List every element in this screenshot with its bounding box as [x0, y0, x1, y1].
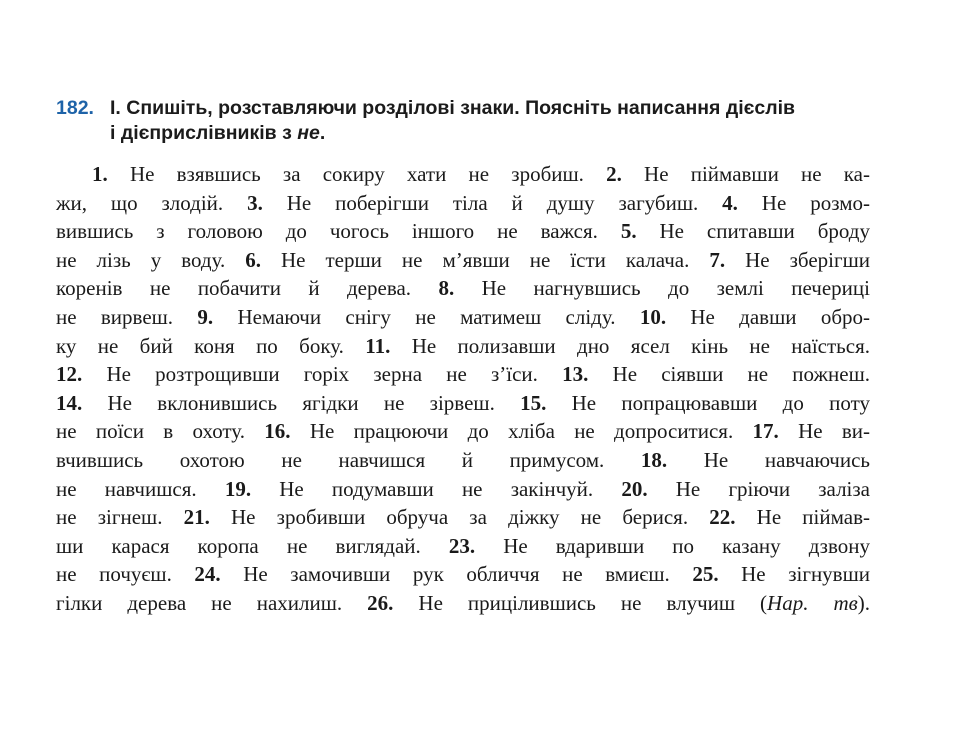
item-number: 14.: [56, 390, 83, 415]
item-number: 13.: [562, 362, 589, 387]
item-number: 26.: [367, 590, 394, 615]
item-number: 21.: [183, 505, 210, 530]
instruction-emphasis: не: [297, 122, 320, 144]
task-instruction: [110, 96, 870, 146]
exercise-line: 14. Не вклонившись ягідки не зірвеш. 15. Не попрацювавши до поту: [56, 390, 870, 415]
source-end: ).: [857, 590, 870, 615]
exercise-line: не лізь у воду. 6. Не терши не м’явши не їсти калача. 7. Не зберігши: [56, 247, 870, 272]
item-number: 7.: [709, 247, 726, 272]
exercise-line: не вирвеш. 9. Немаючи снігу не матимеш сліду. 10. Не давши обро-: [56, 304, 870, 329]
item-number: 2.: [606, 162, 622, 186]
item-number: 9.: [197, 304, 214, 329]
exercise-line: [56, 589, 870, 618]
exercise-page: [56, 96, 870, 618]
item-number: 18.: [640, 447, 668, 472]
exercise-line: не поїси в охоту. 16. Не працюючи до хліба не допроситися. 17. Не ви-: [56, 419, 871, 444]
item-number: 12.: [56, 362, 83, 387]
exercise-line: ку не бий коня по боку. 11. Не полизавши дно ясел кінь не наїсться.: [56, 333, 870, 358]
exercise-line: 1. Не взявшись за сокиру хати не зробиш. 2. Не піймавши не ка-: [92, 162, 870, 186]
item-number: 10.: [639, 304, 667, 329]
instruction-end: .: [319, 122, 326, 144]
item-number: 11.: [365, 333, 391, 358]
item-number: 22.: [709, 505, 736, 530]
exercise-line: вчившись охотою не навчишся й примусом. 18. Не навчаючись: [56, 447, 870, 472]
item-number: 17.: [752, 419, 779, 444]
item-number: 19.: [224, 476, 252, 501]
item-number: 23.: [448, 533, 476, 558]
task-number: 182.: [56, 97, 94, 119]
exercise-text: [56, 160, 870, 618]
item-number: 6.: [245, 247, 262, 272]
item-number: 8.: [438, 276, 455, 301]
exercise-line: не навчишся. 19. Не подумавши не закінчуй. 20. Не гріючи заліза: [56, 476, 870, 501]
exercise-line: вившись з головою до чогось іншого не важся. 5. Не спитавши броду: [56, 219, 870, 244]
task-header: [56, 96, 870, 146]
item-number: 25.: [692, 562, 719, 587]
item-number: 5.: [620, 219, 637, 244]
item-number: 24.: [194, 562, 221, 587]
instruction-text-1: І. Спишіть, розставляючи розділові знаки. Поясніть написання дієслів: [110, 97, 796, 119]
exercise-line: не почуєш. 24. Не замочивши рук обличчя не вмиєш. 25. Не зігнувши: [56, 562, 871, 587]
item-number: 16.: [264, 419, 291, 444]
exercise-line-text: гілки дерева не нахилиш. 26. Не прицілившись не влучиш (: [56, 590, 768, 615]
item-number: 4.: [722, 190, 738, 215]
instruction-text-2: і дієприслівників з: [110, 122, 298, 144]
item-number: 20.: [621, 476, 648, 501]
exercise-line: 12. Не розтрощивши горіх зерна не з’їси. 13. Не сіявши не пожнеш.: [56, 362, 870, 387]
exercise-line: жи, що злодій. 3. Не поберігши тіла й душу загубиш. 4. Не розмо-: [56, 190, 870, 215]
exercise-line: ши карася коропа не виглядай. 23. Не вдаривши по казану дзвону: [56, 533, 870, 558]
source-label: Нар. тв: [767, 590, 858, 615]
exercise-line: не зігнеш. 21. Не зробивши обруча за діжку не берися. 22. Не піймав-: [56, 505, 870, 530]
exercise-line: коренів не побачити й дерева. 8. Не нагнувшись до землі печериці: [56, 276, 870, 301]
item-number: 3.: [247, 190, 263, 215]
item-number: 1.: [92, 162, 108, 186]
item-number: 15.: [520, 390, 547, 415]
